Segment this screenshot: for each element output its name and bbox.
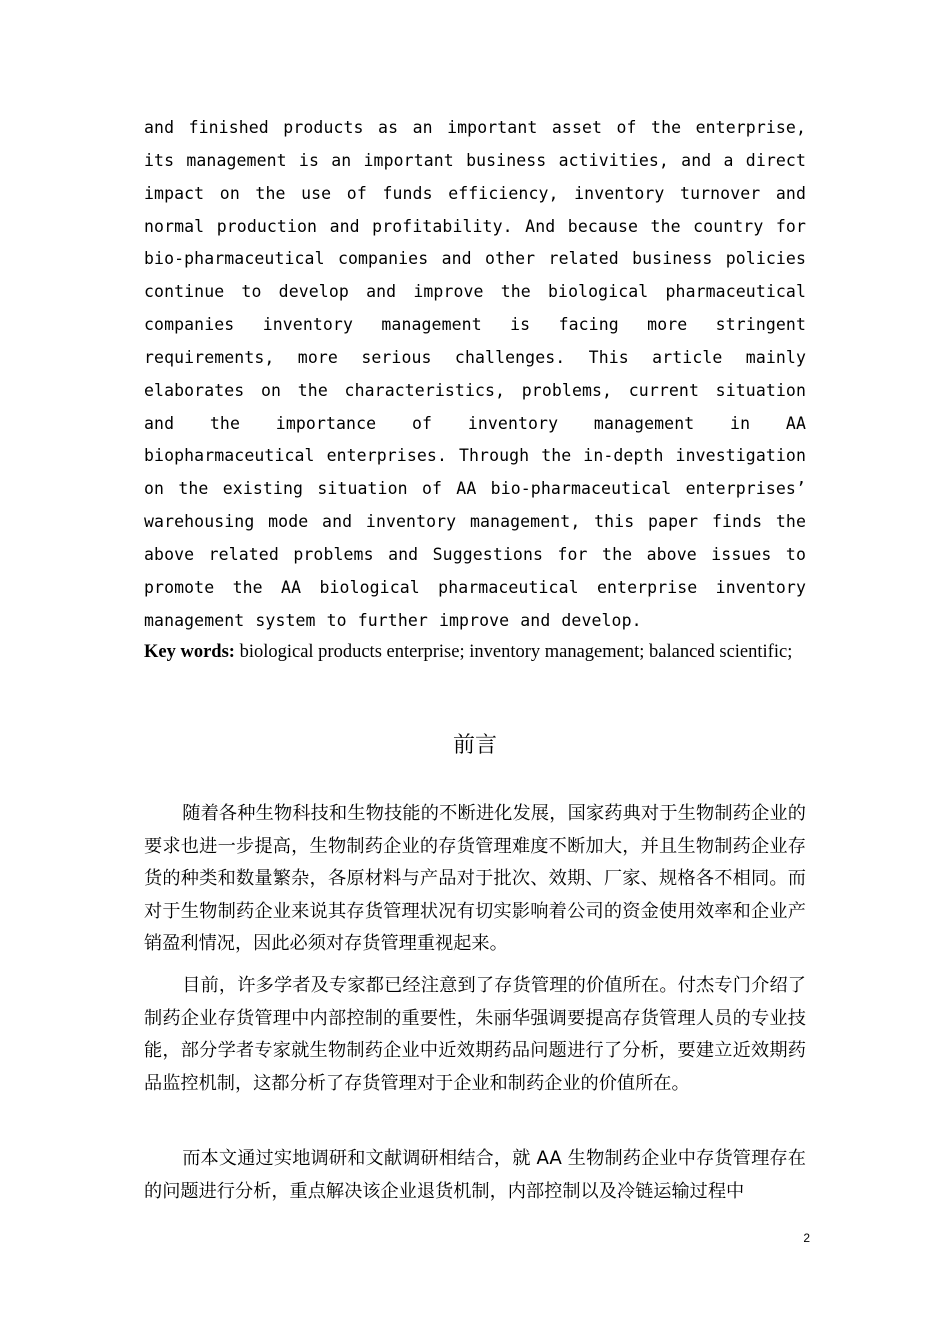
abstract-paragraph: and finished products as an important asset of the enterprise, its management is an important business activities, and a direct impact on the use of funds efficiency, inventory turnover and normal production and profitability. And because the country for bio-pharmaceutical companies and other related business policies continue to develop and improve the biological pharmaceutical companies inventory management is facing more stringent requirements, more serious challenges. This article mainly elaborates on the characteristics, problems, current situation and the importance of inventory management in AA biopharmaceutical enterprises. Through the in-depth investigation on the existing situation of AA bio-pharmaceutical enterprises’ warehousing mode and inventory management, this paper finds the above related problems and Suggestions for the above issues to promote the AA biological pharmaceutical enterprise inventory management system to further improve and develop. (144, 118, 806, 630)
keywords-line (144, 636, 806, 668)
section-title: 前言 (452, 733, 497, 758)
body-paragraph: 目前，许多学者及专家都已经注意到了存货管理的价值所在。付杰专门介绍了制药企业存货管理中内部控制的重要性，朱丽华强调要提高存货管理人员的专业技能，部分学者专家就生物制药企业中近效期药品问题进行了分析，要建立近效期药品监控机制，这都分析了存货管理对于企业和制药企业的价值所在。 (144, 975, 806, 1094)
keywords-text: biological products enterprise; inventory management; balanced scientific; (239, 642, 793, 662)
body-paragraph: 随着各种生物科技和生物技能的不断进化发展，国家药典对于生物制药企业的要求也进一步提高，生物制药企业的存货管理难度不断加大，并且生物制药企业存货的种类和数量繁杂，各原材料与产品对于批次、效期、厂家、规格各不相同。而对于生物制药企业来说其存货管理状况有切实影响着公司的资金使用效率和企业产销盈利情况，因此必须对存货管理重视起来。 (144, 803, 806, 955)
page-number: 2 (803, 1231, 810, 1245)
body-paragraph: 而本文通过实地调研和文献调研相结合，就 AA 生物制药企业中存货管理存在的问题进行分析，重点解决该企业退货机制，内部控制以及冷链运输过程中 (144, 1148, 806, 1202)
keywords-label: Key words: (144, 642, 235, 662)
